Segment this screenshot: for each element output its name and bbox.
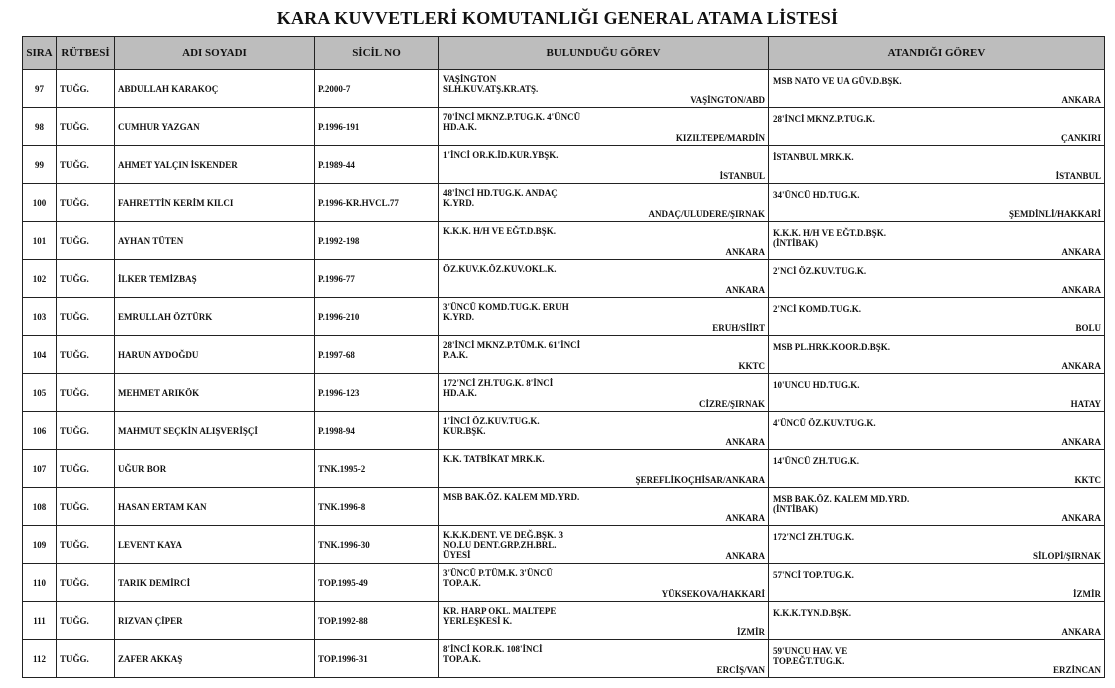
- table-row: [23, 146, 1105, 184]
- table-row: [23, 450, 1105, 488]
- atandigi-gorev-text: 59'UNCU HAV. VE TOP.EĞT.TUG.K.: [773, 646, 848, 666]
- cell-sicil-no: P.1996-123: [315, 374, 439, 412]
- atandigi-gorev-yer: ANKARA: [1061, 95, 1101, 105]
- atandigi-gorev-text: 14'ÜNCÜ ZH.TUG.K.: [773, 456, 860, 466]
- cell-sicil-no: P.1996-KR.HVCL.77: [315, 184, 439, 222]
- cell-rutbe: TUĞG.: [57, 640, 115, 678]
- cell-sicil-no: TNK.1996-30: [315, 526, 439, 564]
- cell-sira: 104: [23, 336, 57, 374]
- atandigi-gorev-text: MSB NATO VE UA GÜV.D.BŞK.: [773, 76, 902, 86]
- cell-sira: 103: [23, 298, 57, 336]
- cell-ad-soyad: MEHMET ARIKÖK: [115, 374, 315, 412]
- cell-bulundugu-gorev: [439, 146, 769, 184]
- cell-rutbe: TUĞG.: [57, 602, 115, 640]
- cell-rutbe: TUĞG.: [57, 70, 115, 108]
- cell-sira: 101: [23, 222, 57, 260]
- cell-sicil-no: P.1996-210: [315, 298, 439, 336]
- bulundugu-gorev-yer: KIZILTEPE/MARDİN: [675, 133, 765, 143]
- cell-atandigi-gorev: [769, 184, 1105, 222]
- atandigi-gorev-yer: ERZİNCAN: [1052, 665, 1101, 675]
- atandigi-gorev-yer: ÇANKIRI: [1060, 133, 1101, 143]
- bulundugu-gorev-yer: ANKARA: [725, 437, 765, 447]
- cell-ad-soyad: HASAN ERTAM KAN: [115, 488, 315, 526]
- page-title: KARA KUVVETLERİ KOMUTANLIĞI GENERAL ATAMA LİSTESİ: [276, 8, 839, 28]
- table-body: [23, 70, 1105, 678]
- bulundugu-gorev-text: 1'İNCİ OR.K.İD.KUR.YBŞK.: [443, 150, 559, 160]
- bulundugu-gorev-text: ÖZ.KUV.K.ÖZ.KUV.OKL.K.: [443, 264, 557, 274]
- cell-atandigi-gorev: [769, 564, 1105, 602]
- atandigi-gorev-text: MSB PL.HRK.KOOR.D.BŞK.: [773, 342, 891, 352]
- atandigi-gorev-text: 34'ÜNCÜ HD.TUG.K.: [773, 190, 860, 200]
- bulundugu-gorev-text: 1'İNCİ ÖZ.KUV.TUG.K. KUR.BŞK.: [443, 416, 540, 436]
- table-row: [23, 526, 1105, 564]
- atandigi-gorev-text: 172'NCİ ZH.TUG.K.: [773, 532, 855, 542]
- cell-bulundugu-gorev: [439, 336, 769, 374]
- atandigi-gorev-yer: BOLU: [1075, 323, 1101, 333]
- cell-bulundugu-gorev: [439, 108, 769, 146]
- atandigi-gorev-yer: İSTANBUL: [1055, 171, 1101, 181]
- cell-sicil-no: P.1996-191: [315, 108, 439, 146]
- cell-bulundugu-gorev: [439, 488, 769, 526]
- header-atandigi-gorev: ATANDIĞI GÖREV: [769, 37, 1105, 70]
- bulundugu-gorev-yer: YÜKSEKOVA/HAKKARİ: [661, 589, 765, 599]
- atandigi-gorev-yer: ANKARA: [1061, 513, 1101, 523]
- cell-bulundugu-gorev: [439, 640, 769, 678]
- cell-sira: 110: [23, 564, 57, 602]
- cell-sira: 109: [23, 526, 57, 564]
- table-row: [23, 602, 1105, 640]
- atandigi-gorev-yer: ANKARA: [1061, 437, 1101, 447]
- cell-sira: 112: [23, 640, 57, 678]
- cell-ad-soyad: RIZVAN ÇİPER: [115, 602, 315, 640]
- atandigi-gorev-text: İSTANBUL MRK.K.: [773, 152, 854, 162]
- table-header: [23, 37, 1105, 70]
- cell-atandigi-gorev: [769, 108, 1105, 146]
- atandigi-gorev-yer: KKTC: [1074, 475, 1101, 485]
- bulundugu-gorev-yer: ANKARA: [725, 513, 765, 523]
- bulundugu-gorev-text: MSB BAK.ÖZ. KALEM MD.YRD.: [443, 492, 580, 502]
- table-row: [23, 640, 1105, 678]
- atandigi-gorev-yer: ANKARA: [1061, 361, 1101, 371]
- cell-sicil-no: P.1998-94: [315, 412, 439, 450]
- cell-atandigi-gorev: [769, 260, 1105, 298]
- cell-sicil-no: P.1997-68: [315, 336, 439, 374]
- bulundugu-gorev-yer: ŞEREFLİKOÇHİSAR/ANKARA: [635, 475, 765, 485]
- cell-ad-soyad: AYHAN TÜTEN: [115, 222, 315, 260]
- cell-sicil-no: TOP.1996-31: [315, 640, 439, 678]
- cell-ad-soyad: İLKER TEMİZBAŞ: [115, 260, 315, 298]
- table-row: [23, 222, 1105, 260]
- table-row: [23, 488, 1105, 526]
- table-row: [23, 184, 1105, 222]
- cell-atandigi-gorev: [769, 450, 1105, 488]
- atandigi-gorev-text: K.K.K. H/H VE EĞT.D.BŞK. (İNTİBAK): [773, 228, 886, 248]
- bulundugu-gorev-text: 8'İNCİ KOR.K. 108'İNCİ TOP.A.K.: [443, 644, 543, 664]
- assignment-table: [22, 36, 1105, 678]
- bulundugu-gorev-yer: ANKARA: [725, 551, 765, 561]
- header-ad-soyad: ADI SOYADI: [115, 37, 315, 70]
- atandigi-gorev-yer: SİLOPİ/ŞIRNAK: [1032, 551, 1101, 561]
- header-sira: SIRA: [23, 37, 57, 70]
- bulundugu-gorev-yer: İSTANBUL: [719, 171, 765, 181]
- bulundugu-gorev-yer: İZMİR: [736, 627, 765, 637]
- cell-sira: 105: [23, 374, 57, 412]
- cell-sira: 99: [23, 146, 57, 184]
- bulundugu-gorev-yer: VAŞİNGTON/ABD: [690, 95, 765, 105]
- cell-rutbe: TUĞG.: [57, 412, 115, 450]
- cell-sicil-no: P.1996-77: [315, 260, 439, 298]
- cell-sira: 102: [23, 260, 57, 298]
- cell-atandigi-gorev: [769, 336, 1105, 374]
- atandigi-gorev-text: 2'NCİ KOMD.TUG.K.: [773, 304, 862, 314]
- cell-bulundugu-gorev: [439, 222, 769, 260]
- atandigi-gorev-yer: ANKARA: [1061, 285, 1101, 295]
- atandigi-gorev-yer: ANKARA: [1061, 627, 1101, 637]
- cell-atandigi-gorev: [769, 412, 1105, 450]
- header-bulundugu-gorev: BULUNDUĞU GÖREV: [439, 37, 769, 70]
- cell-bulundugu-gorev: [439, 70, 769, 108]
- cell-atandigi-gorev: [769, 640, 1105, 678]
- cell-atandigi-gorev: [769, 602, 1105, 640]
- cell-sira: 97: [23, 70, 57, 108]
- atandigi-gorev-text: 10'UNCU HD.TUG.K.: [773, 380, 860, 390]
- cell-bulundugu-gorev: [439, 564, 769, 602]
- cell-rutbe: TUĞG.: [57, 146, 115, 184]
- atandigi-gorev-yer: ŞEMDİNLİ/HAKKARİ: [1008, 209, 1101, 219]
- cell-ad-soyad: CUMHUR YAZGAN: [115, 108, 315, 146]
- table-row: [23, 564, 1105, 602]
- cell-rutbe: TUĞG.: [57, 260, 115, 298]
- bulundugu-gorev-text: 28'İNCİ MKNZ.P.TÜM.K. 61'İNCİ P.A.K.: [443, 340, 581, 360]
- cell-rutbe: TUĞG.: [57, 488, 115, 526]
- cell-rutbe: TUĞG.: [57, 222, 115, 260]
- bulundugu-gorev-yer: ERCİŞ/VAN: [716, 665, 765, 675]
- atandigi-gorev-text: 57'NCİ TOP.TUG.K.: [773, 570, 854, 580]
- cell-bulundugu-gorev: [439, 526, 769, 564]
- cell-bulundugu-gorev: [439, 374, 769, 412]
- header-rutbe: RÜTBESİ: [57, 37, 115, 70]
- table-row: [23, 374, 1105, 412]
- cell-ad-soyad: ZAFER AKKAŞ: [115, 640, 315, 678]
- atandigi-gorev-text: 28'İNCİ MKNZ.P.TUG.K.: [773, 114, 875, 124]
- bulundugu-gorev-yer: KKTC: [738, 361, 765, 371]
- cell-atandigi-gorev: [769, 222, 1105, 260]
- cell-sicil-no: P.1992-198: [315, 222, 439, 260]
- cell-sira: 98: [23, 108, 57, 146]
- cell-ad-soyad: MAHMUT SEÇKİN ALIŞVERİŞÇİ: [115, 412, 315, 450]
- cell-ad-soyad: EMRULLAH ÖZTÜRK: [115, 298, 315, 336]
- cell-atandigi-gorev: [769, 298, 1105, 336]
- cell-bulundugu-gorev: [439, 602, 769, 640]
- atandigi-gorev-text: MSB BAK.ÖZ. KALEM MD.YRD. (İNTİBAK): [773, 494, 910, 514]
- cell-bulundugu-gorev: [439, 184, 769, 222]
- cell-ad-soyad: LEVENT KAYA: [115, 526, 315, 564]
- cell-sicil-no: TNK.1996-8: [315, 488, 439, 526]
- cell-ad-soyad: ABDULLAH KARAKOÇ: [115, 70, 315, 108]
- table-row: [23, 70, 1105, 108]
- bulundugu-gorev-yer: ANKARA: [725, 247, 765, 257]
- header-sicil-no: SİCİL NO: [315, 37, 439, 70]
- bulundugu-gorev-text: 3'ÜNCÜ KOMD.TUG.K. ERUH K.YRD.: [443, 302, 569, 322]
- bulundugu-gorev-text: 70'İNCİ MKNZ.P.TUG.K. 4'ÜNCÜ HD.A.K.: [443, 112, 581, 132]
- bulundugu-gorev-text: K.K.K.DENT. VE DEĞ.BŞK. 3 NO.LU DENT.GRP.ZH.BRL. ÜYESİ: [443, 530, 563, 560]
- bulundugu-gorev-yer: ERUH/SİİRT: [712, 323, 765, 333]
- bulundugu-gorev-text: K.K.K. H/H VE EĞT.D.BŞK.: [443, 226, 556, 236]
- atandigi-gorev-yer: İZMİR: [1072, 589, 1101, 599]
- bulundugu-gorev-text: 48'İNCİ HD.TUG.K. ANDAÇ K.YRD.: [443, 188, 558, 208]
- table-row: [23, 260, 1105, 298]
- bulundugu-gorev-yer: ANKARA: [725, 285, 765, 295]
- cell-sicil-no: TNK.1995-2: [315, 450, 439, 488]
- cell-ad-soyad: UĞUR BOR: [115, 450, 315, 488]
- cell-bulundugu-gorev: [439, 298, 769, 336]
- bulundugu-gorev-text: VAŞİNGTON SLH.KUV.ATŞ.KR.ATŞ.: [443, 74, 539, 94]
- bulundugu-gorev-text: KR. HARP OKL. MALTEPE YERLEŞKESİ K.: [443, 606, 557, 626]
- atandigi-gorev-text: 2'NCİ ÖZ.KUV.TUG.K.: [773, 266, 867, 276]
- cell-atandigi-gorev: [769, 526, 1105, 564]
- atandigi-gorev-yer: ANKARA: [1061, 247, 1101, 257]
- cell-rutbe: TUĞG.: [57, 108, 115, 146]
- cell-sicil-no: TOP.1992-88: [315, 602, 439, 640]
- cell-atandigi-gorev: [769, 146, 1105, 184]
- bulundugu-gorev-text: 172'NCİ ZH.TUG.K. 8'İNCİ HD.A.K.: [443, 378, 554, 398]
- cell-bulundugu-gorev: [439, 260, 769, 298]
- cell-rutbe: TUĞG.: [57, 526, 115, 564]
- table-row: [23, 298, 1105, 336]
- cell-sicil-no: P.2000-7: [315, 70, 439, 108]
- cell-rutbe: TUĞG.: [57, 374, 115, 412]
- cell-rutbe: TUĞG.: [57, 450, 115, 488]
- cell-sira: 111: [23, 602, 57, 640]
- table-row: [23, 336, 1105, 374]
- cell-sicil-no: TOP.1995-49: [315, 564, 439, 602]
- atandigi-gorev-yer: HATAY: [1070, 399, 1101, 409]
- bulundugu-gorev-yer: ANDAÇ/ULUDERE/ŞIRNAK: [648, 209, 765, 219]
- table-row: [23, 412, 1105, 450]
- table-row: [23, 108, 1105, 146]
- cell-ad-soyad: HARUN AYDOĞDU: [115, 336, 315, 374]
- cell-bulundugu-gorev: [439, 450, 769, 488]
- cell-rutbe: TUĞG.: [57, 298, 115, 336]
- cell-atandigi-gorev: [769, 70, 1105, 108]
- cell-rutbe: TUĞG.: [57, 564, 115, 602]
- bulundugu-gorev-yer: CİZRE/ŞIRNAK: [698, 399, 765, 409]
- cell-sira: 100: [23, 184, 57, 222]
- cell-bulundugu-gorev: [439, 412, 769, 450]
- cell-ad-soyad: TARIK DEMİRCİ: [115, 564, 315, 602]
- cell-atandigi-gorev: [769, 488, 1105, 526]
- cell-sira: 106: [23, 412, 57, 450]
- atandigi-gorev-text: 4'ÜNCÜ ÖZ.KUV.TUG.K.: [773, 418, 876, 428]
- bulundugu-gorev-text: K.K. TATBİKAT MRK.K.: [443, 454, 545, 464]
- cell-sira: 107: [23, 450, 57, 488]
- cell-atandigi-gorev: [769, 374, 1105, 412]
- cell-sira: 108: [23, 488, 57, 526]
- bulundugu-gorev-text: 3'ÜNCÜ P.TÜM.K. 3'ÜNCÜ TOP.A.K.: [443, 568, 553, 588]
- cell-rutbe: TUĞG.: [57, 336, 115, 374]
- cell-sicil-no: P.1989-44: [315, 146, 439, 184]
- cell-ad-soyad: FAHRETTİN KERİM KILCI: [115, 184, 315, 222]
- cell-rutbe: TUĞG.: [57, 184, 115, 222]
- cell-ad-soyad: AHMET YALÇIN İSKENDER: [115, 146, 315, 184]
- atandigi-gorev-text: K.K.K.TYN.D.BŞK.: [773, 608, 852, 618]
